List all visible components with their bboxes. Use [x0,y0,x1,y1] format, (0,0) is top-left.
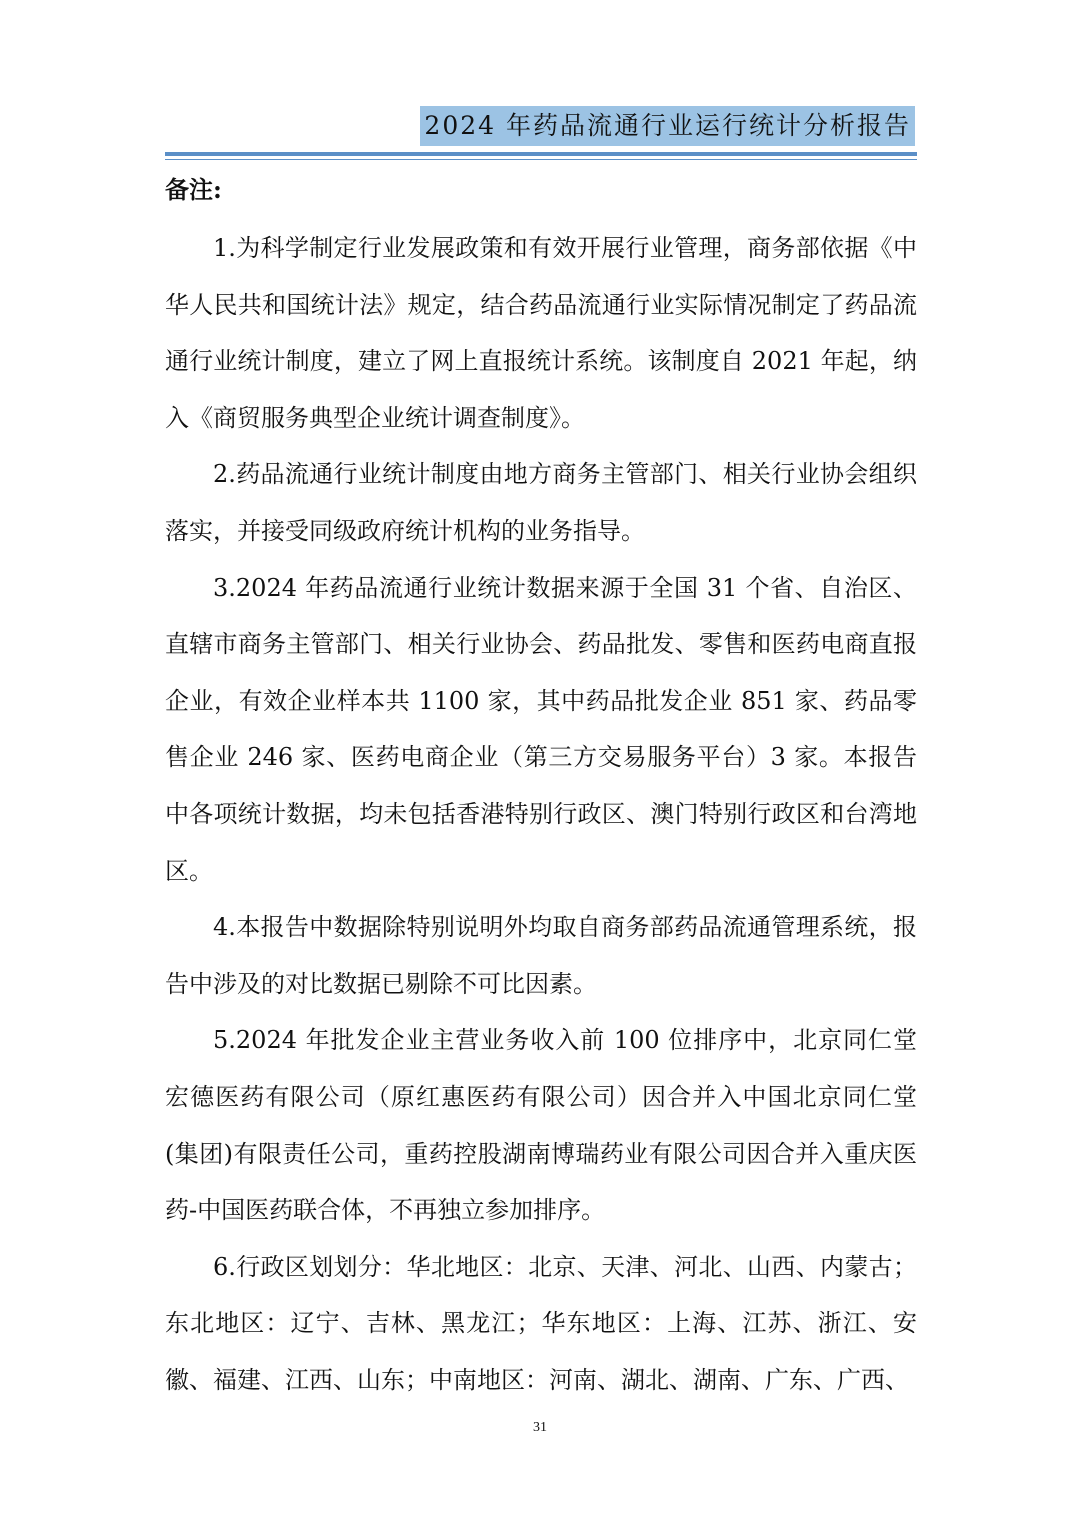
note-paragraph-4: 4.本报告中数据除特别说明外均取自商务部药品流通管理系统，报告中涉及的对比数据已剔除不可比因素。 [165,913,917,998]
note-paragraph-2: 2.药品流通行业统计制度由地方商务主管部门、相关行业协会组织落实，并接受同级政府统计机构的业务指导。 [165,460,917,545]
note-paragraph-1: 1.为科学制定行业发展政策和有效开展行业管理，商务部依据《中华人民共和国统计法》规定，结合药品流通行业实际情况制定了药品流通行业统计制度，建立了网上直报统计系统。该制度自 2021 年起，纳入《商贸服务典型企业统计调查制度》。 [165,234,917,432]
header-rule-thick [165,152,917,156]
note-paragraph-3: 3.2024 年药品流通行业统计数据来源于全国 31 个省、自治区、直辖市商务主管部门、相关行业协会、药品批发、零售和医药电商直报企业，有效企业样本共 1100 家，其中药品批发企业 851 家、药品零售企业 246 家、医药电商企业（第三方交易服务平台）3 家。本报告中各项统计数据，均未包括香港特别行政区、澳门特别行政区和台湾地区。 [165,573,917,885]
notes-body [165,220,917,1408]
note-paragraph-5: 5.2024 年批发企业主营业务收入前 100 位排序中，北京同仁堂宏德医药有限公司（原红惠医药有限公司）因合并入中国北京同仁堂(集团)有限责任公司，重药控股湖南博瑞药业有限公司因合并入重庆医药-中国医药联合体，不再独立参加排序。 [165,1026,917,1225]
page-number: 31 [533,1420,547,1435]
notes-heading: 备注: [165,175,222,204]
header-rule-thin [165,159,917,160]
running-header-title: 2024 年药品流通行业运行统计分析报告 [420,106,915,146]
note-paragraph-6: 6.行政区划划分：华北地区：北京、天津、河北、山西、内蒙古；东北地区：辽宁、吉林、黑龙江；华东地区：上海、江苏、浙江、安徽、福建、江西、山东；中南地区：河南、湖北、湖南、广东、广西、 [165,1252,917,1394]
